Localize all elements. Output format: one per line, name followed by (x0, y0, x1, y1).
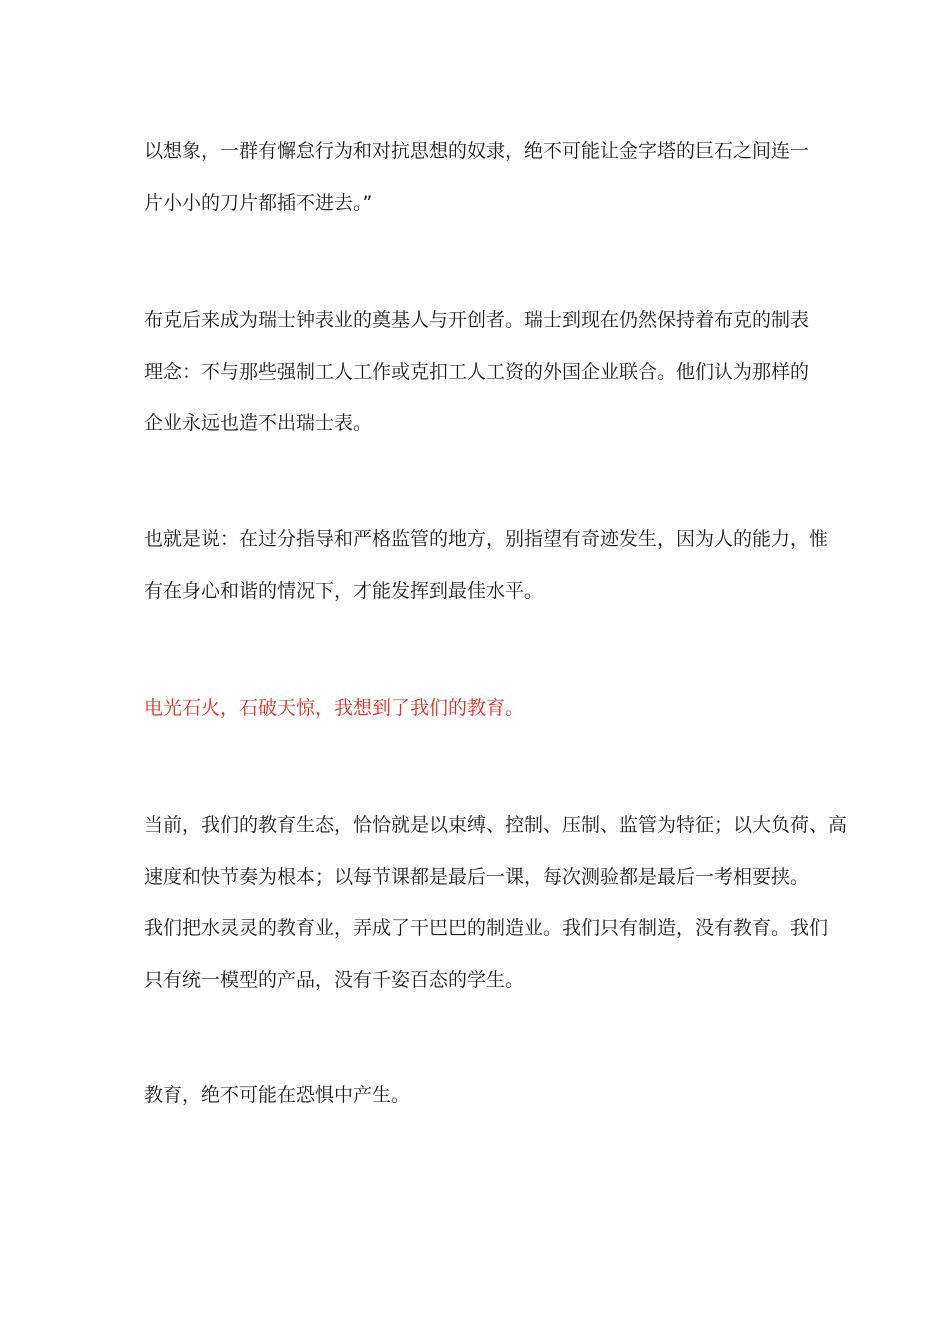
paragraph-highlight-education (144, 683, 812, 735)
text-line: 也就是说：在过分指导和严格监管的地方，别指望有奇迹发生，因为人的能力，惟 (144, 528, 829, 550)
text-line: 理念：不与那些强制工人工作或克扣工人工资的外国企业联合。他们认为那样的 (144, 360, 810, 383)
text-line: 布克后来成为瑞士钟表业的奠基人与开创者。瑞士到现在仍然保持着布克的制表 (144, 309, 810, 331)
text-line: 片小小的刀片都插不进去。” (144, 191, 373, 214)
text-line: 速度和快节奏为根本；以每节课都是最后一课，每次测验都是最后一考相要挟。 (144, 865, 810, 888)
text-line: 有在身心和谐的情况下，才能发挥到最佳水平。 (144, 579, 544, 602)
text-line-highlight: 电光石火，石破天惊，我想到了我们的教育。 (144, 697, 525, 719)
text-line: 当前，我们的教育生态，恰恰就是以束缚、控制、压制、监管为特征；以大负荷、高 (144, 814, 848, 836)
text-line: 教育，绝不可能在恐惧中产生。 (144, 1084, 411, 1106)
text-line: 以想象，一群有懈怠行为和对抗思想的奴隶，绝不可能让金字塔的巨石之间连一 (144, 140, 810, 162)
paragraph-fear (144, 1070, 812, 1122)
paragraph-swiss-watch (144, 295, 812, 450)
paragraph-education-ecology (144, 800, 848, 1006)
text-line: 企业永远也造不出瑞士表。 (144, 412, 373, 434)
text-line: 只有统一模型的产品，没有千姿百态的学生。 (144, 968, 525, 991)
paragraph-conclusion (144, 514, 829, 617)
paragraph-pyramid-quote (144, 126, 812, 229)
text-line: 我们把水灵灵的教育业，弄成了干巴巴的制造业。我们只有制造，没有教育。我们 (144, 917, 829, 939)
